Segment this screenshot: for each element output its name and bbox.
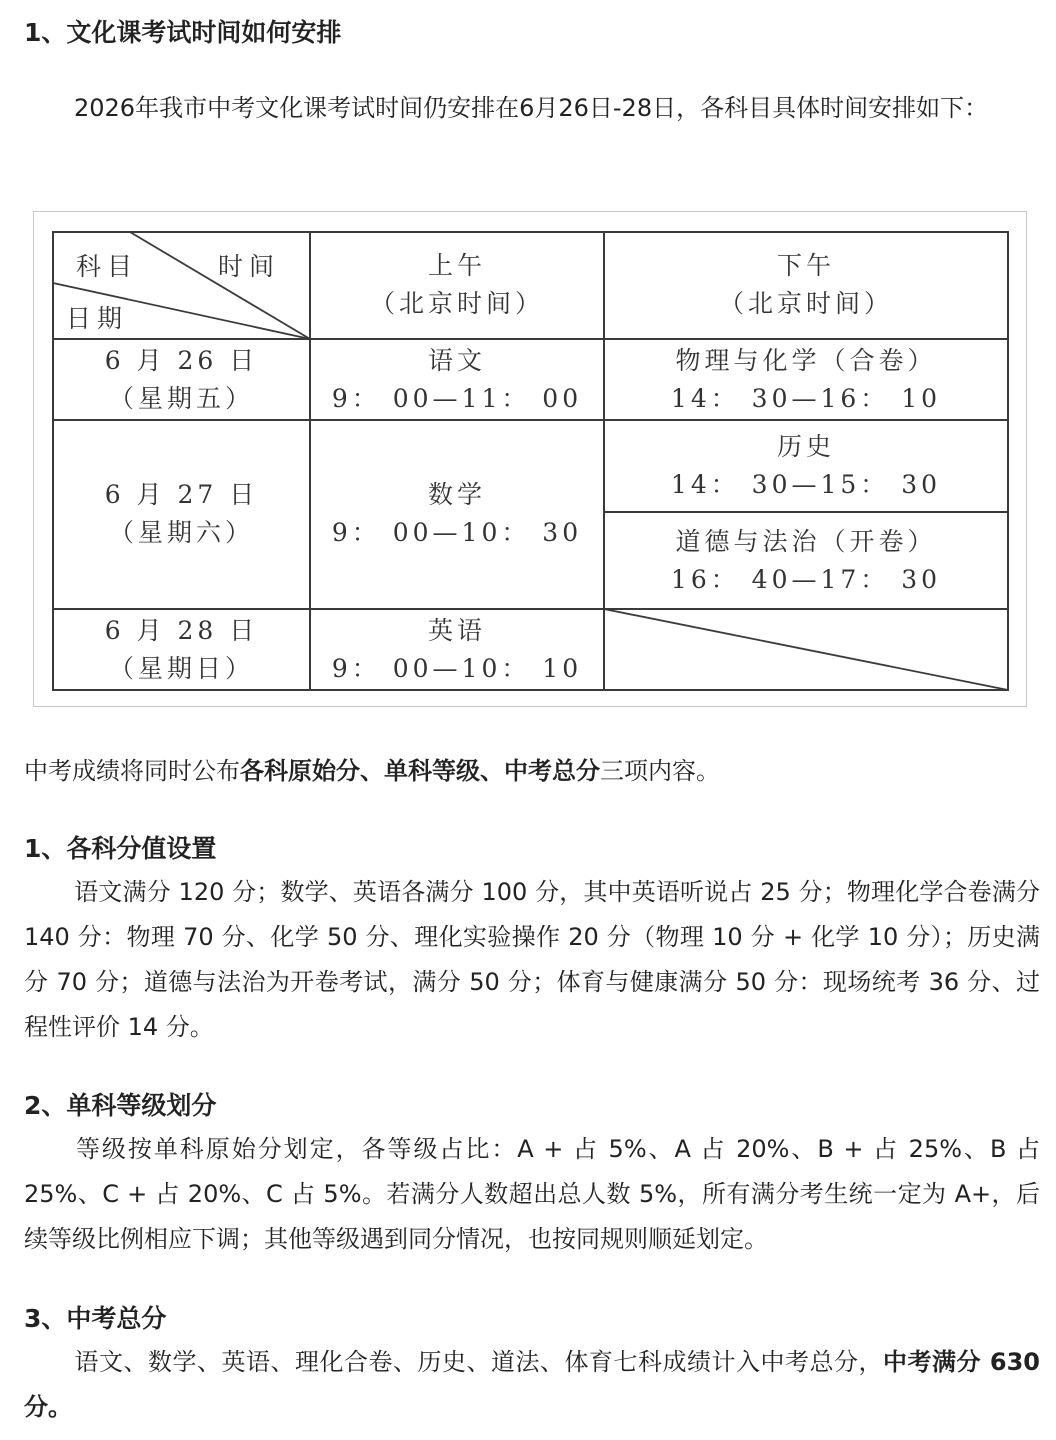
row-date-jun28: 6 月 28 日 （星期日）	[104, 616, 259, 683]
exam-time-intro: 2026年我市中考文化课考试时间仍安排在6月26日-28日，各科目具体时间安排如下：	[74, 94, 989, 122]
schedule-table	[52, 231, 1009, 691]
corner-subject-label: 科目	[76, 252, 139, 281]
section-heading-exam-time: 1、文化课考试时间如何安排	[24, 18, 342, 47]
row-afternoon-jun27-history: 历史 14： 30—15： 30	[670, 432, 942, 499]
row-morning-jun27: 数学 9： 00—10： 30	[331, 480, 583, 547]
scores-text: 语文满分 120 分；数学、英语各满分 100 分，其中英语听说占 25 分；物理化学合卷满分 140 分：物理 70 分、化学 50 分、理化实验操作 20 分（物理 10 分 + 化学 10 分）；历史满分 70 分；道德与法治为开卷考试，满分 50 分；体育与健康满分 50 分：现场统考 36 分、过程性评价 14 分。	[24, 878, 1040, 1041]
row-date-jun26: 6 月 26 日 （星期五）	[104, 346, 259, 413]
row-morning-jun26: 语文 9： 00—11： 00	[331, 346, 583, 413]
section-heading-scores: 1、各科分值设置	[24, 834, 217, 863]
morning-header: 上午 （北京时间）	[369, 251, 544, 318]
corner-time-label: 时间	[218, 252, 281, 281]
total-text: 语文、数学、英语、理化合卷、历史、道法、体育七科成绩计入中考总分，中考满分 630 分。	[24, 1348, 1041, 1421]
corner-date-label: 日期	[66, 304, 129, 333]
section-heading-grades: 2、单科等级划分	[24, 1091, 217, 1120]
row-afternoon-jun26: 物理与化学（合卷） 14： 30—16： 10	[670, 346, 942, 413]
results-announcement: 中考成绩将同时公布各科原始分、单科等级、中考总分三项内容。	[24, 757, 720, 785]
grades-text: 等级按单科原始分划定，各等级占比：A + 占 5%、A 占 20%、B + 占 25%、B 占 25%、C + 占 20%、C 占 5%。若满分人数超出总人数 5%，所有满分考生统一定为 A+，后续等级比例相应下调；其他等级遇到同分情况，也按同规则顺延划定。	[24, 1135, 1040, 1253]
row-date-jun27: 6 月 27 日 （星期六）	[104, 480, 259, 547]
section-heading-total: 3、中考总分	[24, 1304, 167, 1333]
afternoon-header: 下午 （北京时间）	[718, 251, 893, 318]
row-morning-jun28: 英语 9： 00—10： 10	[331, 616, 583, 683]
row-afternoon-jun27-ethics: 道德与法治（开卷） 16： 40—17： 30	[670, 527, 942, 594]
